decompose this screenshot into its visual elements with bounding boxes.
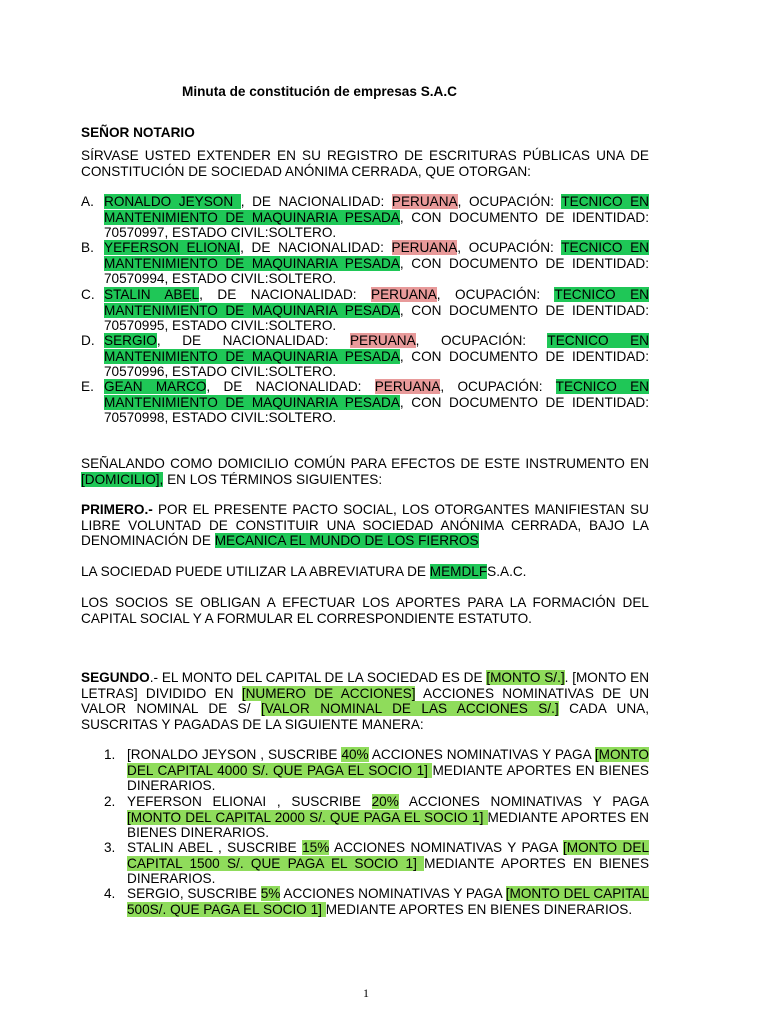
highlighted-text: 20%: [371, 794, 399, 809]
highlighted-text: [NUMERO DE ACCIONES]: [241, 685, 416, 701]
text-segment: MEDIANTE APORTES EN BIENES DINERARIOS.: [325, 901, 633, 917]
text-segment: , DE NACIONALIDAD:: [206, 379, 375, 394]
text-segment: , DE NACIONALIDAD:: [156, 333, 350, 348]
otorgante-letter: E.: [81, 379, 94, 394]
suscripcion-number: 2.: [104, 794, 116, 809]
text-segment: SEÑALANDO COMO DOMICILIO COMÚN PARA EFECTOS DE ESTE INSTRUMENTO EN: [81, 456, 649, 471]
highlighted-text: TECNICO EN MANTENIMIENTO DE MAQUINARIA PESADA: [104, 333, 649, 364]
text-segment: YEFERSON ELIONAI , SUSCRIBE: [127, 794, 372, 809]
highlighted-text: [MONTO DEL CAPITAL 500S/. QUE PAGA EL SOCIO 1]: [127, 886, 649, 917]
text-segment: PRIMERO.-: [81, 502, 153, 517]
highlighted-text: PERUANA: [391, 240, 458, 255]
highlighted-text: PERUANA: [374, 379, 441, 394]
highlighted-text: 15%: [302, 840, 330, 855]
text-segment: STALIN ABEL , SUSCRIBE: [127, 840, 303, 855]
suscripcion-number: 3.: [104, 840, 116, 855]
text-segment: , CON DOCUMENTO DE IDENTIDAD: 70570994, ESTADO CIVIL:SOLTERO.: [104, 255, 650, 287]
suscripcion-number: 1.: [104, 747, 116, 762]
primero-clause: [81, 502, 649, 549]
suscripcion-item: [127, 794, 649, 841]
text-segment: , OCUPACIÓN:: [457, 240, 562, 255]
page-number: 1: [363, 986, 369, 1000]
text-segment: [RONALDO JEYSON , SUSCRIBE: [127, 747, 342, 762]
highlighted-text: [MONTO DEL CAPITAL 1500 S/. QUE PAGA EL SOCIO 1]: [127, 840, 650, 871]
highlighted-text: PERUANA: [371, 287, 437, 302]
highlighted-text: SERGIO: [104, 333, 157, 348]
text-segment: MEDIANTE APORTES EN BIENES DINERARIOS.: [127, 855, 650, 887]
text-segment: , DE NACIONALIDAD:: [240, 240, 392, 255]
highlighted-text: 5%: [260, 886, 281, 901]
otorgante-item: [104, 379, 649, 426]
aportes-paragraph: LOS SOCIOS SE OBLIGAN A EFECTUAR LOS APORTES PARA LA FORMACIÓN DEL CAPITAL SOCIAL Y A FORMULAR EL CORRESPONDIENTE ESTATUTO.: [81, 595, 649, 626]
otorgante-item: [104, 194, 649, 241]
text-segment: , CON DOCUMENTO DE IDENTIDAD: 70570995, ESTADO CIVIL:SOLTERO.: [104, 302, 650, 334]
text-segment: ACCIONES NOMINATIVAS Y PAGA: [398, 794, 650, 809]
text-segment: , DE NACIONALIDAD:: [199, 287, 372, 302]
otorgante-letter: A.: [81, 194, 94, 209]
highlighted-text: STALIN ABEL: [104, 287, 200, 302]
abreviatura-paragraph: [81, 564, 649, 580]
text-segment: , CON DOCUMENTO DE IDENTIDAD: 70570997, ESTADO CIVIL:SOLTERO.: [104, 209, 650, 241]
text-segment: S.A.C.: [487, 564, 527, 579]
highlighted-text: [MONTO DEL CAPITAL 2000 S/. QUE PAGA EL SOCIO 1]: [127, 809, 488, 825]
suscripcion-number: 4.: [104, 886, 116, 901]
text-segment: ACCIONES NOMINATIVAS DE UN VALOR NOMINAL DE S/: [81, 685, 650, 717]
text-segment: SEGUNDO: [81, 670, 150, 685]
text-segment: POR EL PRESENTE PACTO SOCIAL, LOS OTORGANTES MANIFIESTAN SU LIBRE VOLUNTAD DE CONSTITUIR UNA SOCIEDAD ANÓNIMA CERRADA, BAJO LA DENOMINACIÓN DE: [81, 502, 649, 549]
text-segment: EN LOS TÉRMINOS SIGUIENTES:: [163, 471, 383, 487]
otorgante-letter: D.: [81, 333, 95, 348]
otorgante-letter: C.: [81, 287, 95, 302]
otorgante-item: [104, 240, 649, 287]
text-segment: , OCUPACIÓN:: [440, 379, 556, 394]
highlighted-text: TECNICO EN MANTENIMIENTO DE MAQUINARIA PESADA: [104, 287, 649, 318]
suscripcion-item: [127, 840, 649, 887]
text-segment: . [MONTO EN LETRAS] DIVIDIDO EN: [81, 670, 650, 701]
highlighted-text: MEMDLF: [429, 564, 488, 579]
text-segment: LA SOCIEDAD PUEDE UTILIZAR LA ABREVIATURA DE: [81, 564, 430, 579]
highlighted-text: [MONTO DEL CAPITAL 4000 S/. QUE PAGA EL SOCIO 1]: [127, 747, 649, 778]
highlighted-text: [MONTO S/.]: [486, 670, 565, 685]
greeting: SEÑOR NOTARIO: [81, 125, 195, 140]
highlighted-text: GEAN MARCO: [104, 379, 207, 394]
intro-paragraph: SÍRVASE USTED EXTENDER EN SU REGISTRO DE ESCRITURAS PÚBLICAS UNA DE CONSTITUCIÓN DE SOCIEDAD ANÓNIMA CERRADA, QUE OTORGAN:: [81, 148, 649, 179]
document-title: Minuta de constitución de empresas S.A.C: [182, 84, 457, 99]
text-segment: ACCIONES NOMINATIVAS Y PAGA: [329, 840, 563, 855]
highlighted-text: YEFERSON ELIONAI: [104, 240, 241, 255]
highlighted-text: TECNICO EN MANTENIMIENTO DE MAQUINARIA PESADA: [104, 379, 649, 410]
suscripcion-item: [127, 747, 649, 794]
text-segment: MEDIANTE APORTES EN BIENES DINERARIOS.: [127, 809, 649, 841]
text-segment: , OCUPACIÓN:: [457, 194, 562, 209]
highlighted-text: MECANICA EL MUNDO DE LOS FIERROS: [214, 533, 479, 549]
highlighted-text: PERUANA: [349, 333, 416, 348]
text-segment: , OCUPACIÓN:: [436, 287, 555, 302]
text-segment: ACCIONES NOMINATIVAS Y PAGA: [368, 747, 595, 762]
otorgante-item: [104, 333, 649, 380]
highlighted-text: PERUANA: [391, 194, 458, 209]
text-segment: .- EL MONTO DEL CAPITAL DE LA SOCIEDAD ES DE: [149, 670, 487, 685]
text-segment: CADA UNA, SUSCRITAS Y PAGADAS DE LA SIGUIENTE MANERA:: [81, 701, 649, 732]
otorgante-letter: B.: [81, 240, 94, 255]
highlighted-text: TECNICO EN MANTENIMIENTO DE MAQUINARIA PESADA: [104, 240, 649, 271]
text-segment: , CON DOCUMENTO DE IDENTIDAD: 70570998, ESTADO CIVIL:SOLTERO.: [104, 394, 650, 426]
otorgante-item: [104, 287, 649, 334]
segundo-clause: [81, 670, 649, 732]
suscripcion-item: [127, 886, 649, 917]
highlighted-text: [DOMICILIO],: [81, 471, 164, 487]
domicilio-paragraph: [81, 456, 649, 487]
highlighted-text: 40%: [341, 747, 369, 762]
highlighted-text: RONALDO JEYSON: [104, 194, 241, 209]
text-segment: , CON DOCUMENTO DE IDENTIDAD: 70570996, ESTADO CIVIL:SOLTERO.: [104, 348, 650, 380]
text-segment: ACCIONES NOMINATIVAS Y PAGA: [280, 886, 506, 901]
text-segment: , OCUPACIÓN:: [415, 333, 548, 348]
text-segment: , DE NACIONALIDAD:: [240, 194, 392, 209]
text-segment: MEDIANTE APORTES EN BIENES DINERARIOS.: [127, 762, 649, 794]
text-segment: SERGIO, SUSCRIBE: [127, 886, 261, 901]
highlighted-text: [VALOR NOMINAL DE LAS ACCIONES S/.]: [260, 701, 559, 717]
highlighted-text: TECNICO EN MANTENIMIENTO DE MAQUINARIA PESADA: [104, 194, 649, 225]
